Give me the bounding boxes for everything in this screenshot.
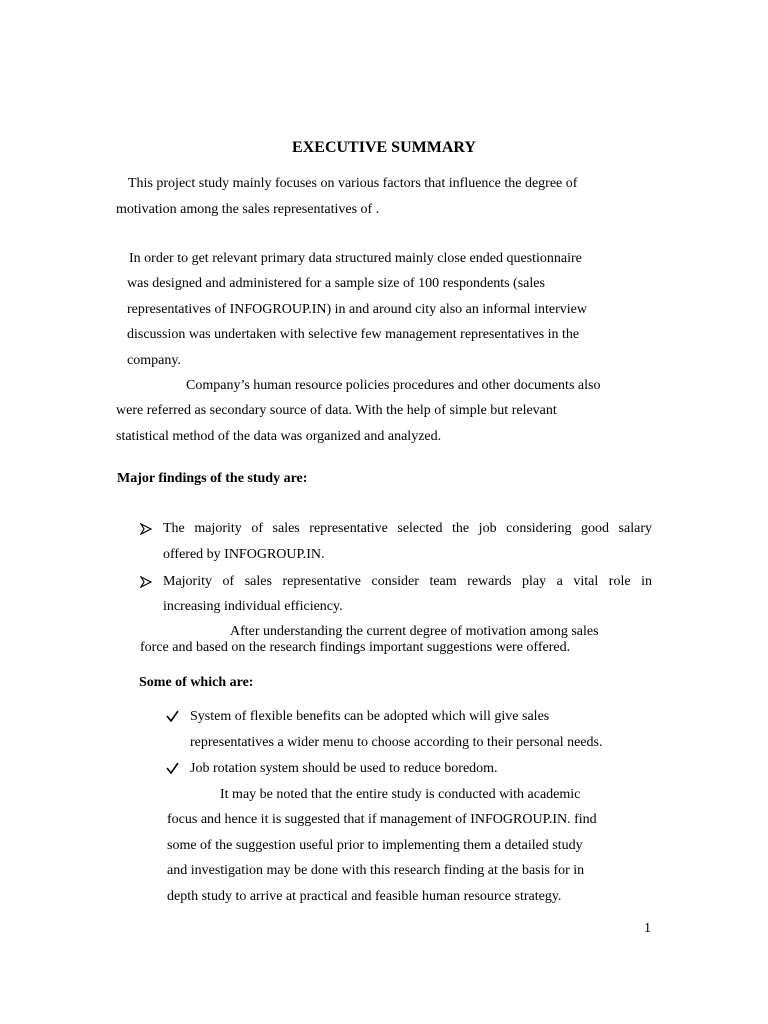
finding-1-line-1: The majority of sales representative selected the job considering good salary (163, 521, 652, 536)
checkmark-bullet-icon (166, 760, 180, 778)
conclusion-line-1: It may be noted that the entire study is conducted with academic (220, 787, 581, 802)
conclusion-line-5: depth study to arrive at practical and feasible human resource strategy. (167, 889, 562, 904)
suggestion-1-line-2: representatives a wider menu to choose according to their personal needs. (190, 735, 603, 750)
suggestion-2-line-1: Job rotation system should be used to reduce boredom. (190, 761, 498, 776)
suggestion-1-line-1: System of flexible benefits can be adopted which will give sales (190, 709, 550, 724)
finding-2-line-1: Majority of sales representative consider team rewards play a vital role in (163, 574, 652, 589)
conclusion-line-4: and investigation may be done with this research finding at the basis for in (167, 863, 585, 878)
methodology-line-3: representatives of INFOGROUP.IN) in and around city also an informal interview (127, 302, 587, 317)
arrowhead-bullet-icon-glyph (140, 576, 152, 588)
methodology-line-4: discussion was undertaken with selective few management representatives in the (127, 327, 580, 342)
conclusion-line-3: some of the suggestion useful prior to implementing them a detailed study (167, 838, 583, 853)
page-title: EXECUTIVE SUMMARY (292, 139, 476, 156)
secondary-line-3: statistical method of the data was organized and analyzed. (116, 429, 442, 444)
secondary-line-1: Company’s human resource policies procedures and other documents also (186, 378, 601, 393)
arrowhead-bullet-icon-glyph (140, 523, 152, 535)
conclusion-line-2: focus and hence it is suggested that if management of INFOGROUP.IN. find (167, 812, 597, 827)
suggestions-intro-line-1: After understanding the current degree of motivation among sales (230, 624, 599, 639)
finding-2-line-2: increasing individual efficiency. (163, 599, 343, 614)
checkmark-bullet-icon-glyph (166, 762, 179, 774)
finding-1-line-2: offered by INFOGROUP.IN. (163, 547, 325, 562)
suggestions-intro-line-2: force and based on the research findings important suggestions were offered. (140, 640, 571, 655)
methodology-line-2: was designed and administered for a sample size of 100 respondents (sales (127, 276, 545, 291)
arrowhead-bullet-icon (140, 573, 154, 591)
intro-line-2: motivation among the sales representatives of . (116, 202, 380, 217)
page-number: 1 (644, 921, 651, 936)
intro-line-1: This project study mainly focuses on various factors that influence the degree of (128, 176, 578, 191)
arrowhead-bullet-icon (140, 520, 154, 538)
checkmark-bullet-icon (166, 708, 180, 726)
methodology-line-1: In order to get relevant primary data structured mainly close ended questionnaire (129, 251, 582, 266)
suggestions-heading: Some of which are: (139, 675, 254, 690)
methodology-line-5: company. (127, 353, 181, 368)
checkmark-bullet-icon-glyph (166, 710, 179, 722)
secondary-line-2: were referred as secondary source of data. With the help of simple but relevant (116, 403, 557, 418)
findings-heading: Major findings of the study are: (117, 471, 308, 486)
